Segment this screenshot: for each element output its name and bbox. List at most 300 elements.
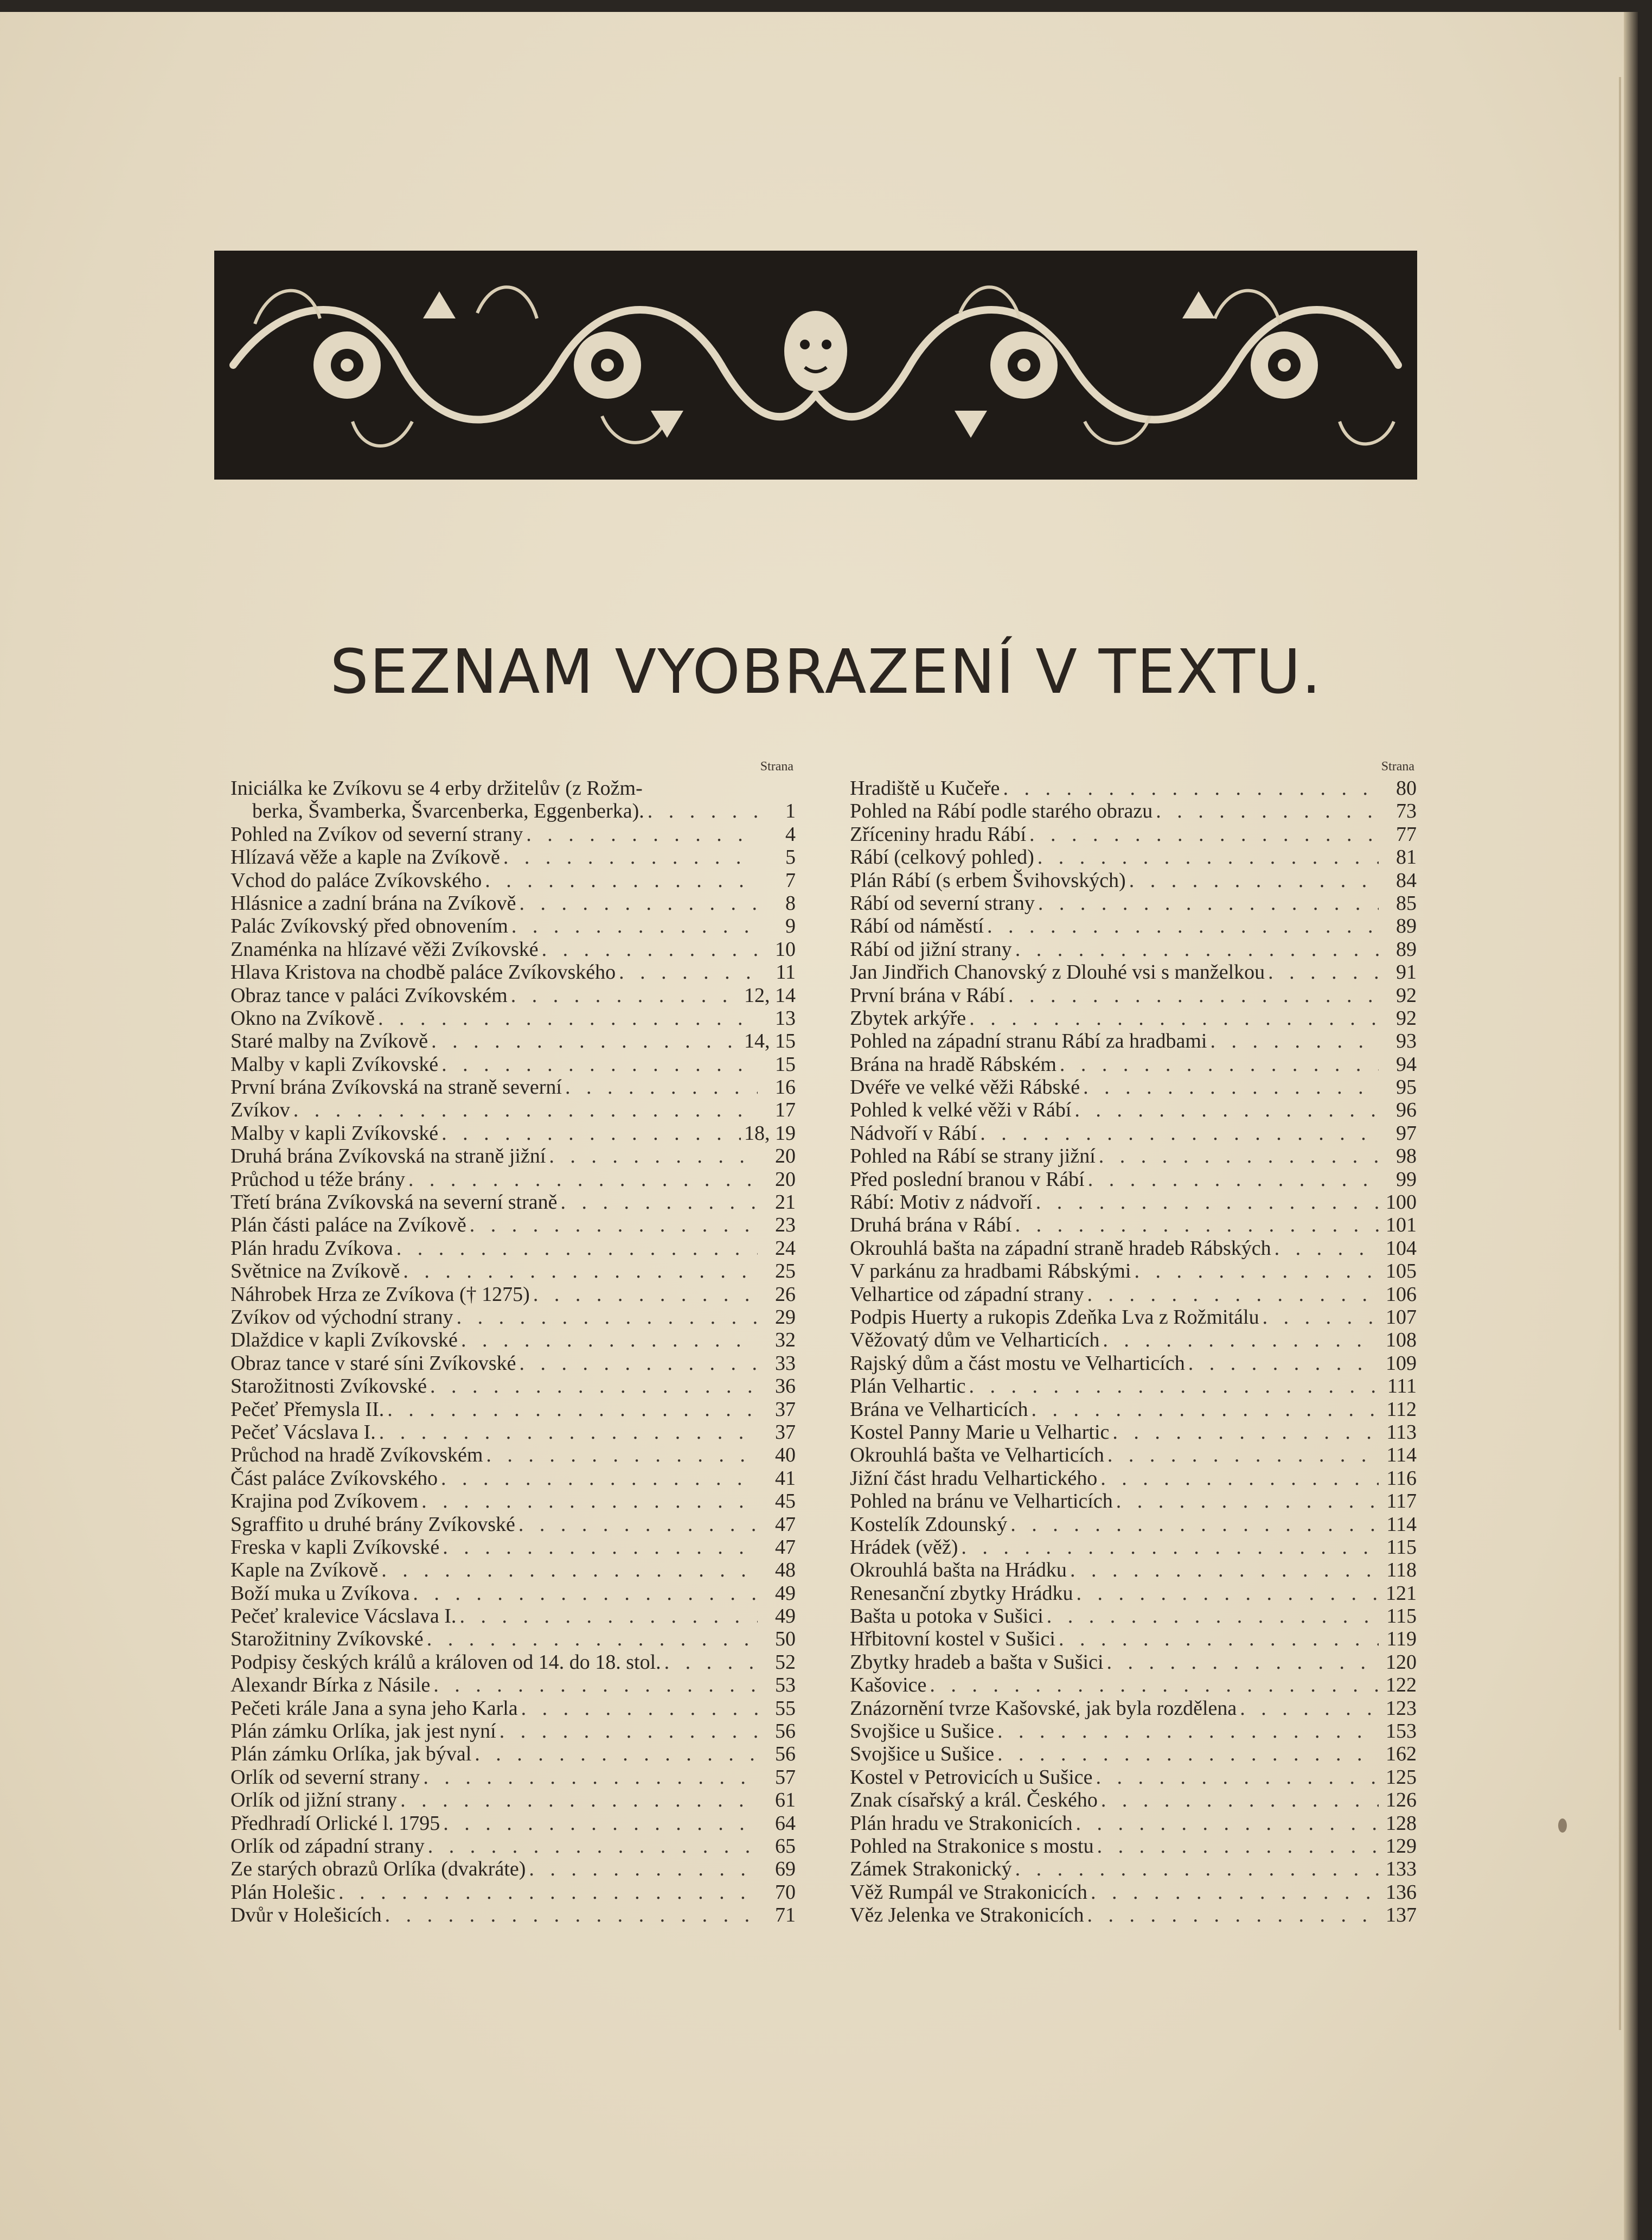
paper-stain <box>1558 1818 1567 1833</box>
entry-title: Dvéře ve velké věži Rábské <box>850 1076 1080 1099</box>
list-item <box>230 1904 796 1926</box>
entry-page-number: 29 <box>775 1305 796 1329</box>
entry-page-number: 123 <box>1386 1696 1417 1720</box>
dot-leader <box>387 1398 758 1421</box>
list-item <box>230 1720 796 1743</box>
list-item <box>850 1881 1417 1904</box>
entry-page-number: 12, 14 <box>744 984 796 1007</box>
entry-title: Hřbitovní kostel v Sušici <box>850 1628 1055 1651</box>
dot-leader <box>500 1720 758 1743</box>
entry-title: Kašovice <box>850 1674 927 1697</box>
list-item <box>230 1168 796 1191</box>
entry-page-number: 118 <box>1386 1559 1417 1582</box>
entry-page-number: 116 <box>1386 1466 1417 1490</box>
list-item <box>230 1053 796 1076</box>
entry-title: Svojšice u Sušice <box>850 1743 994 1766</box>
page-fold <box>1619 77 1621 2030</box>
entry-title: Kostel Panny Marie u Velhartic <box>850 1420 1110 1444</box>
dot-leader <box>997 1743 1379 1765</box>
entry-page-number: 77 <box>1396 822 1417 846</box>
dot-leader <box>1015 1214 1379 1236</box>
entry-page-number: 129 <box>1386 1834 1417 1858</box>
entry-title: Druhá brána v Rábí <box>850 1214 1012 1237</box>
entry-title: Starožitnosti Zvíkovské <box>230 1375 427 1398</box>
dot-leader <box>1070 1559 1379 1581</box>
dot-leader <box>1097 1835 1379 1858</box>
entry-title: Průchod u téže brány <box>230 1167 405 1191</box>
entry-page-number: 94 <box>1396 1052 1417 1076</box>
list-item <box>230 1122 796 1145</box>
entry-page-number: 24 <box>775 1236 796 1260</box>
entry-title: Obraz tance v staré síni Zvíkovské <box>230 1351 516 1375</box>
dot-leader <box>433 1674 758 1696</box>
entry-title: Kostelík Zdounský <box>850 1513 1008 1536</box>
list-item <box>230 1352 796 1375</box>
entry-page-number: 20 <box>775 1167 796 1191</box>
entry-page-number: 1 <box>785 800 796 823</box>
page-header-label: Strana <box>1381 760 1414 774</box>
entry-page-number: 53 <box>775 1674 796 1697</box>
list-item <box>850 1674 1417 1696</box>
list-item <box>850 777 1417 800</box>
dot-leader <box>443 1812 758 1835</box>
left-column <box>230 758 796 1927</box>
dot-leader <box>475 1743 758 1765</box>
entry-page-number: 106 <box>1386 1282 1417 1306</box>
dot-leader <box>1038 846 1379 869</box>
entry-title: Zvíkov od východní strany <box>230 1305 453 1329</box>
entry-title: Zbytek arkýře <box>850 1006 966 1030</box>
dot-leader <box>1074 1099 1379 1121</box>
entry-page-number: 48 <box>775 1559 796 1582</box>
list-item <box>850 984 1417 1007</box>
dot-leader <box>533 1283 758 1306</box>
entry-page-number: 95 <box>1396 1076 1417 1099</box>
dot-leader <box>980 1122 1379 1145</box>
list-item <box>230 984 796 1007</box>
dot-leader <box>423 1766 758 1789</box>
dot-leader <box>961 1536 1379 1559</box>
entry-title: První brána v Rábí <box>850 984 1006 1007</box>
dot-leader <box>1129 869 1379 892</box>
entry-title: Bašta u potoka v Sušici <box>850 1605 1043 1628</box>
list-item <box>230 1559 796 1581</box>
entry-title: Znak císařský a král. Českého <box>850 1789 1098 1812</box>
entry-page-number: 117 <box>1386 1490 1417 1513</box>
entry-page-number: 5 <box>785 846 796 869</box>
list-item <box>850 823 1417 846</box>
dot-leader <box>549 1145 758 1167</box>
dot-leader <box>520 892 758 915</box>
list-item <box>230 1858 796 1880</box>
entry-page-number: 84 <box>1396 869 1417 892</box>
list-item <box>850 1375 1417 1397</box>
entry-page-number: 37 <box>775 1397 796 1421</box>
entry-page-number: 99 <box>1396 1167 1417 1191</box>
dot-leader <box>1101 1789 1379 1811</box>
dot-leader <box>1210 1030 1379 1052</box>
list-item <box>850 1145 1417 1167</box>
dot-leader <box>441 1122 741 1145</box>
dot-leader <box>421 1490 758 1513</box>
list-item <box>850 1789 1417 1811</box>
dot-leader <box>428 1835 758 1858</box>
entry-page-number: 96 <box>1396 1099 1417 1122</box>
entry-title: Alexandr Bírka z Násile <box>230 1674 431 1697</box>
list-item <box>230 1329 796 1351</box>
entry-title: Pohled na Zvíkov od severní strany <box>230 822 523 846</box>
entry-title: Pohled k velké věži v Rábí <box>850 1099 1072 1122</box>
list-item <box>230 1421 796 1444</box>
left-entry-list <box>230 777 796 1927</box>
dot-leader <box>470 1214 758 1236</box>
entry-title: Věžovatý dům ve Velharticích <box>850 1329 1100 1352</box>
dot-leader <box>385 1904 758 1926</box>
list-item <box>230 800 796 822</box>
page-header-label: Strana <box>760 760 793 774</box>
entry-page-number: 133 <box>1386 1858 1417 1881</box>
dot-leader <box>511 915 758 937</box>
entry-title: Plán Rábí (s erbem Švihovských) <box>850 869 1126 892</box>
list-item <box>230 1490 796 1513</box>
entry-title: Kostel v Petrovicích u Sušice <box>850 1765 1093 1789</box>
entry-page-number: 98 <box>1396 1145 1417 1168</box>
entry-title: Rábí od severní strany <box>850 891 1035 915</box>
entry-page-number: 153 <box>1386 1720 1417 1743</box>
dot-leader <box>1088 1168 1379 1191</box>
book-page <box>0 12 1638 2240</box>
dot-leader <box>459 1605 758 1628</box>
entry-page-number: 119 <box>1386 1628 1417 1651</box>
dot-leader <box>430 1375 758 1397</box>
entry-page-number: 49 <box>775 1581 796 1605</box>
entry-title: Pohled na Rábí se strany jižní <box>850 1145 1096 1168</box>
entry-page-number: 137 <box>1386 1904 1417 1927</box>
dot-leader <box>930 1674 1379 1696</box>
list-item <box>850 1812 1417 1835</box>
entry-title: Jižní část hradu Velhartického <box>850 1466 1098 1490</box>
page-title: SEZNAM VYOBRAZENÍ V TEXTU. <box>330 637 1322 707</box>
dot-leader <box>518 1513 758 1536</box>
dot-leader <box>987 915 1379 937</box>
dot-leader <box>1275 1237 1379 1260</box>
list-item <box>230 1283 796 1306</box>
list-item <box>850 1306 1417 1329</box>
entry-title: Ze starých obrazů Orlíka (dvakráte) <box>230 1858 526 1881</box>
dot-leader <box>1015 1858 1379 1880</box>
entry-title: Třetí brána Zvíkovská na severní straně <box>230 1191 558 1214</box>
entry-title: Malby v kapli Zvíkovské <box>230 1121 439 1145</box>
list-item <box>850 1858 1417 1880</box>
list-item <box>850 1122 1417 1145</box>
list-item <box>850 1007 1417 1030</box>
entry-title: Pohled na Rábí podle starého obrazu <box>850 800 1153 823</box>
entry-title: berka, Švamberka, Švarcenberka, Eggenberka). <box>252 800 644 823</box>
entry-page-number: 15 <box>775 1052 796 1076</box>
entry-page-number: 49 <box>775 1605 796 1628</box>
dot-leader <box>400 1789 758 1811</box>
entry-title: Malby v kapli Zvíkovské <box>230 1052 439 1076</box>
entry-page-number: 14, 15 <box>744 1030 796 1053</box>
entry-title: Zámek Strakonický <box>850 1858 1012 1881</box>
dot-leader <box>1156 800 1379 822</box>
entry-page-number: 26 <box>775 1282 796 1306</box>
dot-leader <box>1038 892 1379 915</box>
entry-page-number: 80 <box>1396 777 1417 800</box>
entry-page-number: 107 <box>1386 1305 1417 1329</box>
dot-leader <box>338 1881 758 1904</box>
dot-leader <box>969 1007 1379 1030</box>
entry-page-number: 114 <box>1386 1513 1417 1536</box>
dot-leader <box>1188 1352 1379 1375</box>
entry-title: Freska v kapli Zvíkovské <box>230 1535 440 1559</box>
list-item <box>850 1421 1417 1444</box>
entry-title: Brána ve Velharticích <box>850 1397 1028 1421</box>
dot-leader <box>403 1260 758 1282</box>
dot-leader <box>1015 938 1379 961</box>
entry-title: Plán Velhartic <box>850 1375 966 1398</box>
entry-page-number: 47 <box>775 1513 796 1536</box>
dot-leader <box>1087 1283 1379 1306</box>
dot-leader <box>561 1191 758 1214</box>
dot-leader <box>1036 1191 1379 1214</box>
dot-leader <box>1107 1651 1379 1674</box>
dot-leader <box>511 984 741 1007</box>
list-item <box>230 1237 796 1260</box>
list-item <box>850 1651 1417 1674</box>
list-item <box>850 1513 1417 1536</box>
list-item <box>850 1582 1417 1605</box>
entry-title: Hradiště u Kučeře <box>850 777 1000 800</box>
entry-title: Okrouhlá bašta na Hrádku <box>850 1559 1067 1582</box>
list-item <box>850 869 1417 892</box>
dot-leader <box>457 1306 758 1329</box>
list-item <box>230 1789 796 1811</box>
list-item <box>850 800 1417 822</box>
entry-title: Plán zámku Orlíka, jak jest nyní <box>230 1720 496 1743</box>
list-item <box>850 1283 1417 1306</box>
dot-leader <box>565 1076 758 1099</box>
entry-page-number: 100 <box>1386 1191 1417 1214</box>
entry-page-number: 11 <box>776 961 796 984</box>
entry-page-number: 37 <box>775 1420 796 1444</box>
list-item <box>850 1168 1417 1191</box>
entry-page-number: 122 <box>1386 1674 1417 1697</box>
entry-title: Druhá brána Zvíkovská na straně jižní <box>230 1145 546 1168</box>
list-item <box>850 892 1417 915</box>
entry-title: Předhradí Orlické l. 1795 <box>230 1811 440 1835</box>
list-item <box>230 1444 796 1466</box>
dot-leader <box>381 1559 758 1581</box>
dot-leader <box>664 1651 758 1674</box>
entry-title: Průchod na hradě Zvíkovském <box>230 1444 483 1467</box>
list-item <box>850 1214 1417 1236</box>
entry-page-number: 13 <box>775 1006 796 1030</box>
entry-title: Dvůr v Holešicích <box>230 1904 382 1927</box>
list-item <box>850 1559 1417 1581</box>
dot-leader <box>1076 1812 1379 1835</box>
list-item <box>230 1881 796 1904</box>
list-item <box>850 1467 1417 1490</box>
entry-title: Věz Jelenka ve Strakonicích <box>850 1904 1084 1927</box>
dot-leader <box>293 1099 758 1121</box>
entry-title: Okrouhlá bašta na západní straně hradeb Rábských <box>850 1236 1271 1260</box>
ornamental-banner <box>214 251 1417 480</box>
dot-leader <box>1060 1053 1379 1076</box>
entry-page-number: 162 <box>1386 1743 1417 1766</box>
dot-leader <box>1096 1766 1379 1789</box>
entry-title: Hlásnice a zadní brána na Zvíkově <box>230 891 516 915</box>
entry-title: Obraz tance v paláci Zvíkovském <box>230 984 508 1007</box>
dot-leader <box>526 823 758 846</box>
entry-title: Okrouhlá bašta ve Velharticích <box>850 1444 1104 1467</box>
list-item <box>230 915 796 937</box>
list-item <box>850 1099 1417 1121</box>
right-entry-list <box>850 777 1417 1927</box>
dot-leader <box>443 1536 758 1559</box>
list-item <box>230 1030 796 1052</box>
list-item <box>850 846 1417 869</box>
entry-page-number: 73 <box>1396 800 1417 823</box>
entry-page-number: 65 <box>775 1834 796 1858</box>
list-item <box>230 1513 796 1536</box>
entry-page-number: 56 <box>775 1743 796 1766</box>
dot-leader <box>1103 1329 1379 1351</box>
entry-title: Hrádek (věž) <box>850 1535 958 1559</box>
list-item <box>230 1536 796 1559</box>
entry-page-number: 50 <box>775 1628 796 1651</box>
entry-page-number: 57 <box>775 1765 796 1789</box>
entry-page-number: 136 <box>1386 1880 1417 1904</box>
list-item <box>230 1076 796 1099</box>
entry-page-number: 16 <box>775 1076 796 1099</box>
entry-title: Rábí od náměstí <box>850 915 984 938</box>
dot-leader <box>1083 1076 1379 1099</box>
list-item <box>850 1720 1417 1743</box>
list-item <box>850 1835 1417 1858</box>
entry-page-number: 41 <box>775 1466 796 1490</box>
dot-leader <box>520 1352 758 1375</box>
dot-leader <box>1010 1513 1379 1536</box>
list-item <box>850 1536 1417 1559</box>
list-item <box>850 1444 1417 1466</box>
entry-page-number: 89 <box>1396 915 1417 938</box>
entry-title: Plán zámku Orlíka, jak býval <box>230 1743 472 1766</box>
entry-title: Boží muka u Zvíkova <box>230 1581 410 1605</box>
entry-page-number: 114 <box>1386 1444 1417 1467</box>
dot-leader <box>542 938 758 961</box>
list-item <box>230 892 796 915</box>
dot-leader <box>619 961 758 984</box>
list-item <box>850 1697 1417 1720</box>
dot-leader <box>648 800 758 822</box>
entry-page-number: 93 <box>1396 1030 1417 1053</box>
entry-title: Rajský dům a část mostu ve Velharticích <box>850 1351 1185 1375</box>
list-item <box>230 1582 796 1605</box>
dot-leader <box>441 1053 758 1076</box>
dot-leader <box>1135 1260 1379 1282</box>
entry-page-number: 85 <box>1396 891 1417 915</box>
list-item <box>230 1398 796 1421</box>
entry-title: Zbytky hradeb a bašta v Sušici <box>850 1650 1104 1674</box>
entry-title: Sgraffito u druhé brány Zvíkovské <box>230 1513 515 1536</box>
dot-leader <box>486 1444 758 1466</box>
entry-page-number: 45 <box>775 1490 796 1513</box>
dot-leader <box>1116 1490 1379 1513</box>
entry-page-number: 10 <box>775 937 796 961</box>
entry-page-number: 7 <box>785 869 796 892</box>
list-item <box>850 961 1417 984</box>
list-item <box>850 915 1417 937</box>
entry-title: Nádvoří v Rábí <box>850 1121 977 1145</box>
dot-leader <box>427 1628 758 1650</box>
entry-page-number: 91 <box>1396 961 1417 984</box>
entry-page-number: 120 <box>1386 1650 1417 1674</box>
entry-title: Zvíkov <box>230 1099 290 1122</box>
entry-page-number: 56 <box>775 1720 796 1743</box>
entry-page-number: 40 <box>775 1444 796 1467</box>
entry-page-number: 64 <box>775 1811 796 1835</box>
dot-leader <box>1032 1398 1379 1421</box>
entry-page-number: 97 <box>1396 1121 1417 1145</box>
entry-title: Pohled na západní stranu Rábí za hradbami <box>850 1030 1207 1053</box>
entry-page-number: 52 <box>775 1650 796 1674</box>
list-item <box>850 1260 1417 1282</box>
list-item <box>230 1375 796 1397</box>
dot-leader <box>529 1858 758 1880</box>
entry-page-number: 61 <box>775 1789 796 1812</box>
list-item <box>230 1214 796 1236</box>
list-item <box>230 1835 796 1858</box>
dot-leader <box>997 1720 1379 1743</box>
entry-page-number: 25 <box>775 1260 796 1283</box>
entry-title: Pohled na bránu ve Velharticích <box>850 1490 1113 1513</box>
page-gutter <box>1624 12 1638 2240</box>
entry-page-number: 108 <box>1386 1329 1417 1352</box>
list-item <box>230 1306 796 1329</box>
dot-leader <box>413 1582 758 1605</box>
list-item <box>230 1191 796 1214</box>
list-item <box>850 1076 1417 1099</box>
entry-page-number: 113 <box>1386 1420 1417 1444</box>
entry-page-number: 104 <box>1386 1236 1417 1260</box>
entry-page-number: 125 <box>1386 1765 1417 1789</box>
entry-page-number: 81 <box>1396 846 1417 869</box>
dot-leader <box>1087 1904 1379 1926</box>
dot-leader <box>969 1375 1379 1397</box>
entry-page-number: 17 <box>775 1099 796 1122</box>
entry-page-number: 128 <box>1386 1811 1417 1835</box>
entry-title: Podpis Huerty a rukopis Zdeňka Lva z Rožmitálu <box>850 1305 1259 1329</box>
entry-title: Rábí (celkový pohled) <box>850 846 1034 869</box>
list-item <box>230 1766 796 1789</box>
list-item <box>230 777 796 800</box>
list-item <box>850 1352 1417 1375</box>
entry-title: Plán hradu Zvíkova <box>230 1236 393 1260</box>
list-item <box>850 1329 1417 1351</box>
entry-page-number: 8 <box>785 891 796 915</box>
list-item <box>850 1191 1417 1214</box>
ornament-scroll-icon <box>222 259 1409 471</box>
entry-title: Brána na hradě Rábském <box>850 1052 1056 1076</box>
entry-title: Plán Holešic <box>230 1880 336 1904</box>
entry-page-number: 105 <box>1386 1260 1417 1283</box>
entry-title: Jan Jindřich Chanovský z Dlouhé vsi s manželkou <box>850 961 1265 984</box>
dot-leader <box>1091 1881 1379 1904</box>
entry-page-number: 4 <box>785 822 796 846</box>
entry-page-number: 126 <box>1386 1789 1417 1812</box>
entry-title: Svojšice u Sušice <box>850 1720 994 1743</box>
